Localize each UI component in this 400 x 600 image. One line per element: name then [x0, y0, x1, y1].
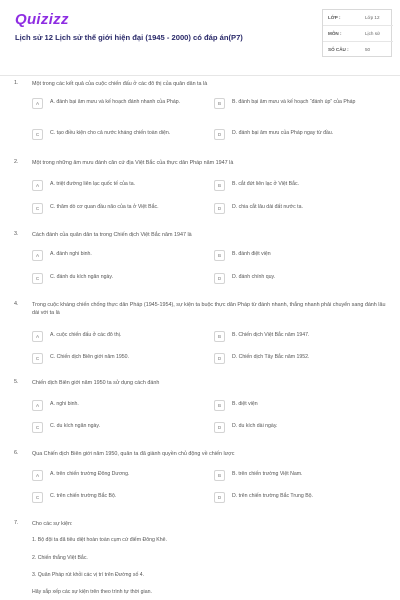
question-number: 6. [14, 450, 19, 456]
meta-row-count [323, 42, 393, 58]
option-letter: A [32, 250, 43, 261]
event-line: 2. Chiến thắng Việt Bắc. [32, 555, 88, 561]
option-text: C. đánh du kích ngăn ngày. [50, 274, 114, 280]
question-number: 3. [14, 231, 19, 237]
meta-value: Lịch sử [365, 31, 381, 36]
question-text: Cho các sự kiện: [32, 521, 73, 527]
option-text: B. đánh bại âm mưu và kế hoạch “đánh úp” của Pháp [232, 99, 356, 105]
option-letter: C [32, 273, 43, 284]
meta-row-class [323, 10, 393, 26]
option-text: B. trên chiến trường Việt Nam. [232, 471, 303, 477]
option-letter: C [32, 353, 43, 364]
question-number: 7. [14, 520, 19, 526]
question-4 [0, 301, 400, 369]
meta-key: SỐ CÂU : [328, 47, 349, 52]
option-letter: B [214, 400, 225, 411]
option-text: C. trên chiến trường Bắc Bộ. [50, 493, 117, 499]
question-text: Qua Chiến dịch Biên giới năm 1950, quân ta đã giành quyền chủ động về chiến lược [32, 451, 235, 457]
option-text: D. đánh chính quy. [232, 274, 276, 280]
question-number: 2. [14, 159, 19, 165]
question-text: Cách đánh của quân dân ta trong Chiến dịch Việt Bắc năm 1947 là [32, 232, 192, 238]
option-letter: B [214, 180, 225, 191]
option-letter: D [214, 353, 225, 364]
option-letter: A [32, 400, 43, 411]
option-text: B. cắt đứt liên lạc ở Việt Bắc. [232, 181, 300, 187]
option-letter: C [32, 129, 43, 140]
question-6 [0, 450, 400, 508]
option-letter: D [214, 129, 225, 140]
option-letter: D [214, 203, 225, 214]
option-letter: C [32, 203, 43, 214]
option-text: C. Chiến dịch Biên giới năm 1950. [50, 354, 129, 360]
meta-key: MÔN : [328, 31, 342, 36]
option-letter: C [32, 492, 43, 503]
option-text: A. đánh bại âm mưu và kế hoạch đánh nhanh của Pháp. [50, 99, 181, 105]
option-text: A. cuộc chiến đấu ở các đô thị. [50, 332, 122, 338]
option-letter: A [32, 98, 43, 109]
option-letter: A [32, 470, 43, 481]
question-5 [0, 379, 400, 439]
option-text: C. du kích ngăn ngày. [50, 423, 101, 429]
instruction-line: Hãy sắp xếp các sự kiện trên theo trình tự thời gian. [32, 589, 152, 595]
question-3 [0, 231, 400, 291]
option-text: C. thăm dò cơ quan đầu não của ta ở Việt Bắc. [50, 204, 159, 210]
option-text: B. Chiến dịch Việt Bắc năm 1947. [232, 332, 310, 338]
option-text: A. đánh nghi binh. [50, 251, 92, 257]
question-2 [0, 159, 400, 219]
option-letter: B [214, 250, 225, 261]
option-letter: A [32, 331, 43, 342]
option-letter: D [214, 273, 225, 284]
meta-key: LỚP : [328, 15, 341, 20]
option-text: D. du kích dài ngày. [232, 423, 278, 429]
question-number: 4. [14, 301, 19, 307]
option-text: C. tạo điều kiện cho cả nước kháng chiến toàn diện. [50, 130, 171, 136]
option-letter: C [32, 422, 43, 433]
meta-info-box [322, 9, 392, 57]
page-header [0, 0, 400, 76]
question-number: 1. [14, 80, 19, 86]
question-7 [0, 520, 400, 598]
quizizz-logo: Quizizz [15, 11, 69, 28]
event-line: 1. Bộ đội ta đã tiêu diệt hoàn toàn cụm cứ điểm Đông Khê. [32, 537, 167, 543]
question-text: Một trong những âm mưu đánh căn cứ địa Việt Bắc của thực dân Pháp năm 1947 là [32, 160, 234, 166]
option-text: D. chia cắt lâu dài đất nước ta. [232, 204, 303, 210]
question-text: Chiến dịch Biên giới năm 1950 ta sử dụng cách đánh [32, 380, 160, 386]
question-number: 5. [14, 379, 19, 385]
option-letter: B [214, 98, 225, 109]
question-text: Trong cuộc kháng chiến chống thực dân Pháp (1945-1954), sự kiện ta buộc thực dân Pháp từ đánh nhanh, thắng nhanh phải chuyển sang đánh lâu dài với ta là [32, 302, 386, 316]
option-letter: B [214, 470, 225, 481]
option-letter: A [32, 180, 43, 191]
question-1 [0, 80, 400, 148]
meta-row-subject [323, 26, 393, 42]
question-text: Một trong các kết quả của cuộc chiến đấu ở các đô thị của quân dân ta là [32, 81, 208, 87]
option-text: B. đánh điệt viện [232, 251, 271, 257]
document-title: Lịch sử 12 Lịch sử thế giới hiện đại (1945 - 2000) có đáp án(P7) [15, 33, 243, 42]
option-text: A. triệt đường liên lạc quốc tế của ta. [50, 181, 136, 187]
meta-value: Lớp 12 [365, 15, 380, 20]
option-text: A. nghi binh. [50, 401, 79, 407]
option-letter: B [214, 331, 225, 342]
option-letter: D [214, 422, 225, 433]
option-letter: D [214, 492, 225, 503]
option-text: B. diệt viện [232, 401, 258, 407]
option-text: D. Chiến dịch Tây Bắc năm 1952. [232, 354, 310, 360]
option-text: D. đánh bại âm mưu của Pháp ngay từ đầu. [232, 130, 334, 136]
option-text: A. trên chiến trường Đông Dương. [50, 471, 130, 477]
option-text: D. trên chiến trường Bắc Trung Bộ. [232, 493, 313, 499]
event-line: 3. Quân Pháp rút khỏi các vị trí trên Đường số 4. [32, 572, 145, 578]
meta-value: 50 [365, 47, 371, 52]
